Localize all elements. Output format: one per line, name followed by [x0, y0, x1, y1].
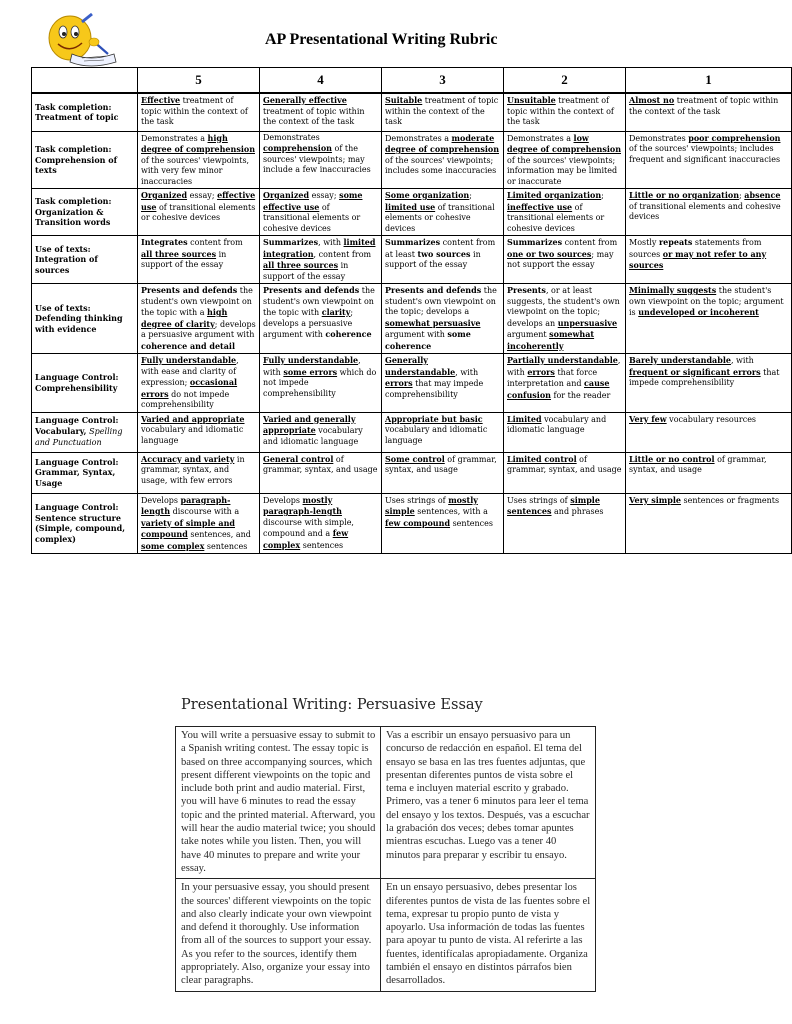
rubric-keyword: Fully understandable: [263, 355, 359, 365]
rubric-text: discourse with a: [170, 507, 240, 516]
rubric-text: ; develops a persuasive argument with: [141, 319, 256, 339]
rubric-text: Demonstrates a: [507, 133, 574, 143]
rubric-text: sentences, and: [187, 530, 251, 539]
category-text: Sentence structure (Simple, compound, complex): [35, 512, 125, 544]
rubric-row: [32, 284, 792, 354]
rubric-keyword: Partially understandable: [507, 355, 618, 365]
rubric-cell-score-5: [138, 452, 260, 493]
rubric-category: [32, 493, 138, 554]
rubric-row: [32, 93, 792, 131]
rubric-keyword: few compound: [385, 517, 451, 528]
rubric-keyword: some coherence: [385, 329, 471, 351]
rubric-text: Demonstrates a: [141, 133, 208, 143]
rubric-keyword: Some organization: [385, 190, 470, 200]
rubric-text: of transitional elements or cohesive devices: [263, 202, 361, 233]
category-text: Task completion:: [35, 101, 112, 112]
category-text: Language Control:: [35, 502, 119, 513]
rubric-cell-score-4: [260, 493, 382, 554]
rubric-text: of grammar, syntax, and usage: [385, 454, 497, 474]
rubric-keyword: unpersuasive: [557, 317, 618, 328]
rubric-keyword: Almost no: [629, 95, 675, 105]
category-text: Integration of sources: [35, 254, 98, 275]
rubric-row: [32, 493, 792, 554]
rubric-text: in support of the essay: [141, 249, 227, 269]
category-text: Use of texts:: [35, 243, 91, 254]
rubric-text: in grammar, syntax, and usage, with few errors: [141, 454, 245, 485]
rubric-keyword: Appropriate but basic: [385, 413, 483, 424]
rubric-text: , with: [263, 356, 361, 377]
rubric-text: ; may not support the essay: [507, 249, 614, 269]
rubric-text: vocabulary resources: [666, 414, 757, 424]
rubric-row: [32, 452, 792, 493]
rubric-keyword: one or two sources: [507, 248, 592, 259]
rubric-cell-score-3: [382, 236, 504, 284]
essay-title: Presentational Writing: Persuasive Essay: [181, 697, 483, 713]
score-header-1: 1: [626, 68, 792, 94]
rubric-text: which do not impede comprehensibility: [263, 367, 377, 398]
rubric-text: Develops: [141, 495, 181, 505]
category-text: Language Control:: [35, 456, 119, 467]
rubric-cell-score-1: [626, 93, 792, 131]
spanish-paragraph: En un ensayo persuasivo, debes presentar los diferentes puntos de vista de las fuentes sobre el tema, expresar tu propio punto de vista y apoyarlo. Usa información de todas las fuentes para apoyar tu punto de vista. Al referirte a las fuentes, identifícalas apropiadamente. Organiza también el ensayo en distintos párrafos bien desarrollados.: [386, 882, 591, 987]
rubric-text: of transitional elements and cohesive devices: [629, 201, 781, 221]
rubric-keyword: Presents and defends: [141, 285, 238, 295]
rubric-cell-score-2: [504, 412, 626, 452]
rubric-keyword: few complex: [263, 528, 349, 550]
rubric-keyword: coherence: [325, 329, 372, 339]
rubric-table-container: [31, 67, 784, 556]
rubric-text: vocabulary and idiomatic language: [141, 425, 244, 445]
category-text: Task completion:: [35, 144, 112, 154]
rubric-row: [32, 131, 792, 189]
rubric-text: the student's own viewpoint on the topic with a: [141, 286, 253, 317]
rubric-text: of grammar, syntax, and usage: [263, 454, 378, 474]
rubric-cell-score-1: [626, 493, 792, 554]
rubric-keyword: Generally understandable: [385, 355, 456, 377]
rubric-keyword: Varied and appropriate: [141, 413, 245, 424]
rubric-keyword: errors: [527, 366, 555, 377]
rubric-keyword: low degree of comprehension: [507, 132, 622, 154]
rubric-text: vocabulary and idiomatic language: [507, 414, 607, 434]
rubric-keyword: Summarizes: [385, 237, 441, 247]
rubric-cell-score-5: [138, 493, 260, 554]
rubric-text: sentences or fragments: [680, 495, 780, 505]
rubric-cell-score-5: [138, 412, 260, 452]
english-instructions-cell: [176, 727, 381, 879]
rubric-text: of the sources' viewpoints, with very few minor inaccuracies: [141, 155, 250, 186]
rubric-text: the student's own viewpoint on the topic; develops a: [385, 286, 497, 316]
category-text: Task completion:: [35, 196, 112, 207]
rubric-keyword: some errors: [283, 366, 338, 377]
rubric-keyword: mostly simple: [385, 494, 478, 516]
score-header-5: 5: [138, 68, 260, 94]
rubric-cell-score-2: [504, 354, 626, 413]
rubric-cell-score-1: [626, 412, 792, 452]
rubric-keyword: Organized: [263, 190, 310, 200]
rubric-keyword: mostly paragraph-length: [263, 494, 342, 516]
rubric-text: of the sources' viewpoints; includes frequent and significant inaccuracies: [629, 144, 781, 164]
rubric-text: treatment of topic within the context of the task: [141, 96, 248, 126]
rubric-keyword: some effective use: [263, 190, 363, 212]
rubric-text: do not impede comprehensibility: [141, 389, 230, 409]
rubric-cell-score-4: [260, 131, 382, 189]
english-paragraph: In your persuasive essay, you should present the sources' different viewpoints on the topic and also clearly indicate your own viewpoint and defend it thoroughly. Use information from all of the sources to support your essay. As you refer to the sources, identify them appropriately. Also, organize your essay into clear paragraphs.: [181, 882, 372, 987]
essay-row: [176, 727, 596, 879]
rubric-cell-score-3: [382, 493, 504, 554]
rubric-row: [32, 236, 792, 284]
rubric-cell-score-1: [626, 131, 792, 189]
rubric-text: in support of the essay: [385, 249, 481, 269]
rubric-text: sentences: [450, 518, 493, 528]
rubric-keyword: General control: [263, 453, 334, 464]
rubric-category: [32, 412, 138, 452]
rubric-text: Demonstrates a: [385, 133, 452, 143]
rubric-text: discourse with simple, compound and a: [263, 517, 354, 538]
rubric-keyword: coherence and detail: [141, 340, 235, 351]
rubric-text: ;: [739, 191, 745, 200]
rubric-cell-score-1: [626, 189, 792, 236]
rubric-keyword: Limited: [507, 413, 542, 424]
rubric-cell-score-4: [260, 452, 382, 493]
rubric-text: treatment of topic within the context of the task: [263, 106, 365, 126]
smiley-writing-icon: [42, 10, 122, 72]
rubric-text: Demonstrates: [263, 132, 320, 142]
rubric-text: content from: [187, 238, 243, 247]
rubric-text: of transitional elements or cohesive devices: [507, 202, 605, 233]
rubric-category: [32, 93, 138, 131]
rubric-keyword: all three sources: [263, 260, 339, 270]
rubric-cell-score-5: [138, 93, 260, 131]
score-header-4: 4: [260, 68, 382, 94]
rubric-keyword: moderate degree of comprehension: [385, 132, 500, 154]
rubric-text: content from at least: [385, 238, 496, 259]
rubric-keyword: ineffective use: [507, 201, 573, 212]
rubric-keyword: Unsuitable: [507, 95, 556, 105]
rubric-row: [32, 412, 792, 452]
english-instructions-cell: [176, 879, 381, 991]
rubric-cell-score-3: [382, 93, 504, 131]
rubric-text: and phrases: [551, 507, 604, 516]
rubric-cell-score-2: [504, 236, 626, 284]
rubric-keyword: Accuracy and variety: [141, 453, 235, 464]
rubric-keyword: Very simple: [629, 494, 681, 505]
rubric-text: treatment of topic within the context of the task: [629, 96, 779, 116]
category-text: Organization & Transition words: [35, 206, 111, 228]
rubric-cell-score-4: [260, 284, 382, 354]
rubric-keyword: absence: [744, 190, 781, 200]
rubric-cell-score-1: [626, 452, 792, 493]
rubric-text: treatment of topic within the context of the task: [385, 96, 499, 126]
score-header-2: 2: [504, 68, 626, 94]
rubric-keyword: some complex: [141, 540, 205, 551]
rubric-cell-score-1: [626, 354, 792, 413]
spanish-paragraph: Vas a escribir un ensayo persuasivo para un concurso de redacción en español. El tema del ensayo se basa en las tres fuentes adjuntas, que presentan diferentes puntos de vista sobre el tema e incluyen material escrito y grabado. Primero, vas a tener 6 minutos para leer el tema del ensayo y los textos. Después, vas a escuchar la grabación dos veces; debes tomar apuntes mientras escuchas. Luego vas a tener 40 minutos para preparar y escribir tu ensayo.: [386, 730, 590, 861]
rubric-keyword: Suitable: [385, 95, 423, 105]
spanish-instructions-cell: [381, 879, 596, 991]
rubric-text: , with ease and clarity of expression;: [141, 356, 239, 387]
rubric-text: , with: [730, 356, 754, 365]
rubric-keyword: Some control: [385, 453, 445, 464]
rubric-keyword: Little or no control: [629, 453, 715, 464]
rubric-keyword: comprehension: [263, 143, 332, 153]
rubric-cell-score-4: [260, 93, 382, 131]
rubric-cell-score-5: [138, 284, 260, 354]
rubric-keyword: errors: [385, 378, 413, 388]
rubric-cell-score-3: [382, 452, 504, 493]
rubric-text: ;: [601, 191, 604, 200]
rubric-cell-score-5: [138, 354, 260, 413]
rubric-text: argument: [507, 330, 550, 339]
category-text: Language Control:: [35, 372, 119, 383]
rubric-row: [32, 189, 792, 236]
rubric-text: , with: [507, 356, 621, 377]
category-text: Defending thinking with evidence: [35, 313, 123, 334]
rubric-text: , or at least suggests, the student's own viewpoint on the topic; develops an: [507, 286, 620, 328]
rubric-cell-score-3: [382, 189, 504, 236]
rubric-cell-score-4: [260, 189, 382, 236]
rubric-text: the student's own viewpoint on the topic; argument is: [629, 286, 784, 317]
rubric-text: of the sources' viewpoints; may include a few inaccuracies: [263, 144, 371, 174]
rubric-keyword: variety of simple and compound: [141, 517, 235, 539]
rubric-keyword: Organized: [141, 190, 188, 200]
category-text: Spelling and Punctuation: [35, 426, 123, 448]
rubric-text: content from: [562, 238, 618, 247]
rubric-keyword: or may not refer to any sources: [629, 248, 767, 270]
rubric-text: that force interpretation and: [507, 367, 598, 388]
rubric-keyword: Presents and defends: [263, 285, 360, 295]
rubric-text: in support of the essay: [263, 261, 349, 281]
rubric-text: of the sources' viewpoints; information may be limited or inaccurate: [507, 155, 618, 186]
rubric-text: statements from sources: [629, 238, 762, 259]
rubric-text: essay;: [309, 191, 340, 200]
rubric-text: vocabulary and idiomatic language: [263, 426, 363, 446]
rubric-cell-score-2: [504, 131, 626, 189]
rubric-keyword: Summarizes: [507, 237, 563, 247]
rubric-cell-score-2: [504, 93, 626, 131]
rubric-keyword: effective use: [141, 190, 256, 212]
category-text: Comprehension of texts: [35, 154, 118, 175]
category-text: Vocabulary,: [35, 425, 90, 436]
category-text: Use of texts:: [35, 302, 91, 313]
rubric-text: of the sources' viewpoints; includes some inaccuracies: [385, 155, 497, 175]
rubric-text: of grammar, syntax, and usage: [507, 454, 622, 474]
rubric-keyword: Varied and generally appropriate: [263, 413, 356, 435]
rubric-category: [32, 189, 138, 236]
rubric-keyword: Generally effective: [263, 95, 347, 105]
rubric-category: [32, 452, 138, 493]
rubric-keyword: occasional errors: [141, 377, 238, 399]
category-text: Grammar, Syntax, Usage: [35, 467, 116, 488]
rubric-keyword: Limited control: [507, 453, 577, 464]
rubric-text: Uses strings of: [507, 495, 571, 505]
rubric-keyword: somewhat incoherently: [507, 329, 595, 351]
category-text: Treatment of topic: [35, 112, 119, 123]
rubric-cell-score-2: [504, 493, 626, 554]
rubric-keyword: poor comprehension: [688, 132, 781, 143]
rubric-keyword: all three sources: [141, 248, 217, 259]
rubric-title: AP Presentational Writing Rubric: [265, 31, 498, 48]
rubric-text: Mostly: [629, 238, 659, 247]
rubric-header-row: [32, 68, 792, 94]
rubric-keyword: Integrates: [141, 237, 188, 247]
essay-instructions-table: [175, 726, 596, 992]
rubric-text: that may impede comprehensibility: [385, 379, 484, 399]
rubric-text: Develops: [263, 495, 303, 505]
rubric-text: Demonstrates: [629, 133, 689, 143]
rubric-text: the student's own viewpoint on the topic with: [263, 286, 375, 317]
rubric-keyword: cause confusion: [507, 378, 610, 400]
rubric-text: of transitional elements or cohesive devices: [385, 202, 495, 233]
rubric-cell-score-4: [260, 354, 382, 413]
rubric-keyword: Presents: [507, 285, 546, 295]
rubric-category: [32, 236, 138, 284]
rubric-corner-cell: [32, 68, 138, 94]
rubric-text: , with: [455, 367, 479, 377]
rubric-table: [31, 67, 792, 554]
rubric-category: [32, 131, 138, 189]
rubric-cell-score-4: [260, 236, 382, 284]
rubric-cell-score-3: [382, 412, 504, 452]
rubric-text: argument with: [385, 330, 448, 339]
rubric-text: vocabulary and idiomatic language: [385, 425, 488, 445]
rubric-keyword: frequent or significant errors: [629, 366, 761, 377]
rubric-text: ; develops a persuasive argument with: [263, 308, 354, 339]
rubric-text: sentences: [300, 540, 344, 550]
rubric-category: [32, 284, 138, 354]
rubric-keyword: simple sentences: [507, 494, 600, 516]
rubric-text: that impede comprehensibility: [629, 367, 780, 387]
rubric-cell-score-1: [626, 236, 792, 284]
rubric-text: , content from: [313, 249, 372, 259]
rubric-cell-score-2: [504, 189, 626, 236]
rubric-keyword: high degree of comprehension: [141, 132, 256, 154]
rubric-text: treatment of topic within the context of the task: [507, 96, 614, 126]
rubric-keyword: two sources: [417, 248, 471, 259]
rubric-keyword: Little or no organization: [629, 190, 740, 200]
rubric-keyword: high degree of clarity: [141, 307, 228, 329]
rubric-keyword: Limited organization: [507, 190, 602, 200]
rubric-keyword: clarity: [321, 307, 351, 317]
rubric-cell-score-1: [626, 284, 792, 354]
rubric-keyword: Barely understandable: [629, 355, 731, 365]
category-text: Comprehensibility: [35, 382, 118, 393]
rubric-text: Uses strings of: [385, 495, 449, 505]
rubric-keyword: Very few: [629, 413, 667, 424]
rubric-keyword: limited integration: [263, 237, 376, 259]
rubric-cell-score-3: [382, 131, 504, 189]
rubric-text: ;: [469, 191, 472, 200]
rubric-text: sentences: [204, 541, 248, 551]
rubric-cell-score-3: [382, 284, 504, 354]
rubric-cell-score-5: [138, 131, 260, 189]
rubric-text: for the reader: [550, 390, 611, 400]
essay-row: [176, 879, 596, 991]
rubric-cell-score-2: [504, 452, 626, 493]
score-header-3: 3: [382, 68, 504, 94]
rubric-text: sentences, with a: [414, 507, 488, 516]
rubric-keyword: undeveloped or incoherent: [638, 307, 759, 317]
rubric-keyword: Minimally suggests: [629, 285, 717, 295]
rubric-keyword: paragraph-length: [141, 494, 231, 516]
rubric-keyword: Presents and defends: [385, 285, 482, 295]
rubric-cell-score-5: [138, 189, 260, 236]
rubric-keyword: repeats: [658, 237, 693, 247]
rubric-row: [32, 354, 792, 413]
rubric-keyword: Summarizes: [263, 237, 319, 247]
rubric-keyword: Fully understandable: [141, 355, 237, 365]
rubric-keyword: limited use: [385, 201, 436, 212]
rubric-text: of grammar, syntax, and usage: [629, 454, 767, 474]
category-text: Language Control:: [35, 415, 119, 426]
rubric-keyword: somewhat persuasive: [385, 317, 481, 328]
rubric-text: , with: [318, 238, 344, 247]
spanish-instructions-cell: [381, 727, 596, 879]
rubric-category: [32, 354, 138, 413]
rubric-cell-score-5: [138, 236, 260, 284]
rubric-keyword: Effective: [141, 95, 181, 105]
rubric-cell-score-4: [260, 412, 382, 452]
rubric-text: of transitional elements or cohesive devices: [141, 202, 256, 222]
rubric-cell-score-3: [382, 354, 504, 413]
rubric-text: essay;: [187, 191, 218, 200]
rubric-cell-score-2: [504, 284, 626, 354]
english-paragraph: You will write a persuasive essay to submit to a Spanish writing contest. The essay topic is based on three accompanying sources, which present different viewpoints on the topic and include both print and audio material. First, you will have 6 minutes to read the essay topic and the printed material. Afterward, you will hear the audio material twice; you should take notes while you listen. Then, you will have 40 minutes to prepare and write your essay.: [181, 730, 376, 874]
